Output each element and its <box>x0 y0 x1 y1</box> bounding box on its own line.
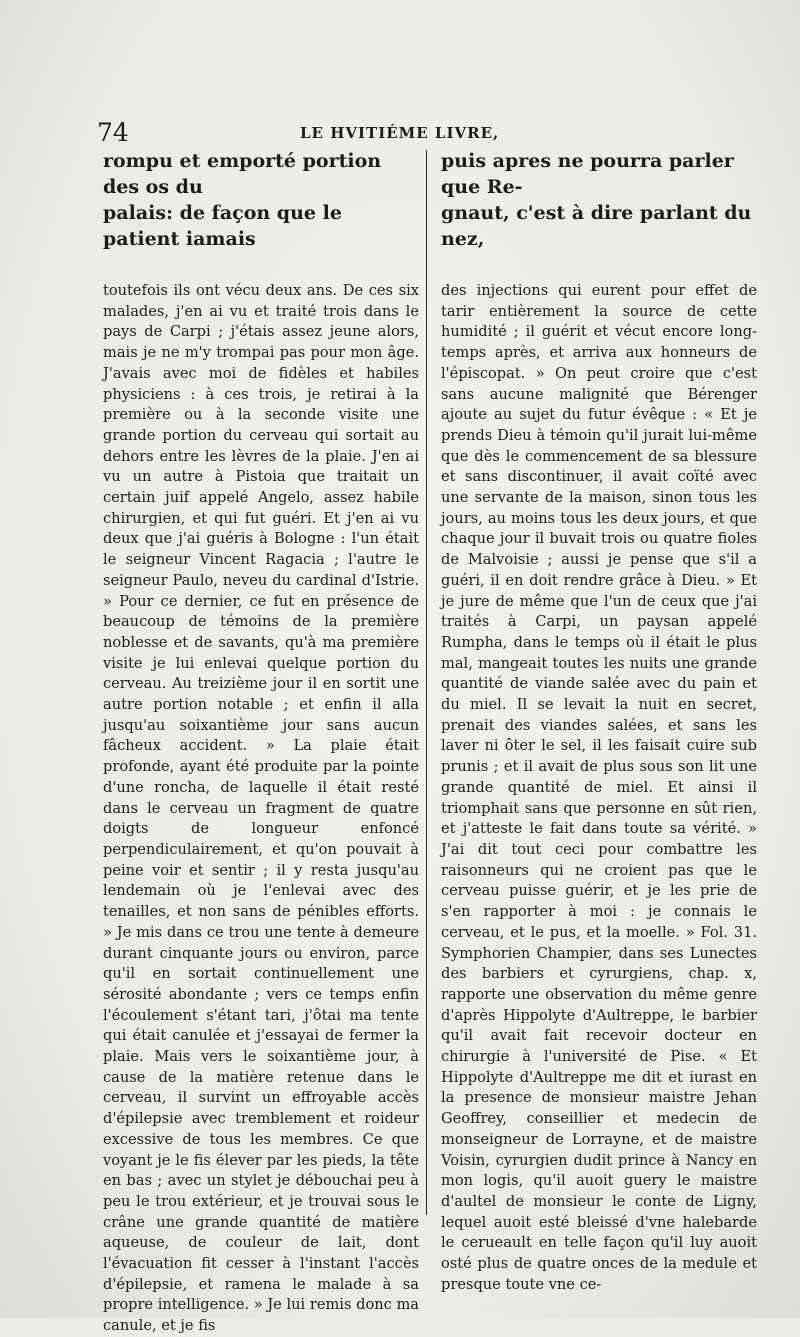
column-divider <box>426 150 427 1215</box>
left-column <box>103 148 419 1337</box>
page-header <box>0 118 800 148</box>
right-quoted-heading: puis apres ne pourra parler que Re- gnaut, c'est à dire parlant du nez, <box>441 150 752 250</box>
page-number: 74 <box>97 118 129 147</box>
right-column <box>441 148 757 1295</box>
left-quoted-heading: rompu et emporté portion des os du palais: de façon que le patient iamais <box>103 150 382 250</box>
running-head: LE HVITIÉME LIVRE, <box>300 124 500 142</box>
right-body-text: des injections qui eurent pour effet de tarir entièrement la source de cette humidité ; il guérit et vécut encore long-temps après, et arriva aux honneurs de l'épiscopat. » On peut croire que c'est sans aucune malignité que Bérenger ajoute au sujet du futur évêque : « Et je prends Dieu à témoin qu'il jurait lui-même que dès le commencement de sa blessure et sans discontinuer, il avait coïté avec une servante de la maison, sinon tous les jours, au moins tous les deux jours, et que chaque jour il buvait trois ou quatre fioles de Malvoisie ; aussi je pense que s'il a guéri, il en doit rendre grâce à Dieu. » Et je jure de même que l'un de ceux que j'ai traités à Carpi, un paysan appelé Rumpha, dans le temps où il était le plus mal, mangeait toutes les nuits une grande quantité de viande salée avec du pain et du miel. Il se levait la nuit en secret, prenait des viandes salées, et sans les laver ni ôter le sel, il les faisait cuire sub prunis ; et il avait de plus sous son lit une grande quantité de miel. Et ainsi il triomphait sans que personne en sût rien, et j'atteste le fait dans toute sa vérité. » J'ai dit tout ceci pour combattre les raisonneurs qui ne croient pas que le cerveau puisse guérir, et je les prie de s'en rapporter à moi : je connais le cerveau, et le pus, et la moelle. » Fol. 31. Symphorien Champier, dans ses Lunectes des barbiers et cyrurgiens, chap. x, rapporte une observation du même genre d'après Hippolyte d'Aultreppe, le barbier qu'il avait fait recevoir docteur en chirurgie à l'université de Pise. « Et Hippolyte d'Aultreppe me dit et iurast en la presence de monsieur maistre Jehan Geoffrey, conseillier et medecin de monseigneur de Lorrayne, et de maistre Voisin, cyrurgien dudit prince à Nancy en mon logis, qu'il auoit guery le maistre d'aultel de monsieur le conte de Ligny, lequel auoit esté bleissé d'vne halebarde le cerueault en telle façon qu'il luy auoit osté plus de quatre onces de la medule et presque toute vne ce- <box>441 282 757 1293</box>
left-body-text: toutefois ils ont vécu deux ans. De ces six malades, j'en ai vu et traité trois dans le pays de Carpi ; j'étais assez jeune alors, mais je ne m'y trompai pas pour mon âge. J'avais avec moi de fidèles et habiles physiciens : à ces trois, je retirai à la première ou à la seconde visite une grande portion du cerveau qui sortait au dehors entre les lèvres de la plaie. J'en ai vu un autre à Pistoia que traitait un certain juif appelé Angelo, assez habile chirurgien, et qui fut guéri. Et j'en ai vu deux que j'ai guéris à Bologne : l'un était le seigneur Vincent Ragacia ; l'autre le seigneur Paulo, neveu du cardinal d'Istrie. » Pour ce dernier, ce fut en présence de beaucoup de témoins de la première noblesse et de savants, qu'à ma première visite je lui enlevai quelque portion du cerveau. Au treizième jour il en sortit une autre portion notable ; et enfin il alla jusqu'au soixantième jour sans aucun fâcheux accident. » La plaie était profonde, ayant été produite par la pointe d'une roncha, de laquelle il était resté dans le cerveau un fragment de quatre doigts de longueur enfoncé perpendiculairement, et qu'on pouvait à peine voir et sentir ; il y resta jusqu'au lendemain où je l'enlevai avec des tenailles, et non sans de pénibles efforts. » Je mis dans ce trou une tente à demeure durant cinquante jours ou environ, parce qu'il en sortait continuellement une sérosité abondante ; vers ce temps enfin l'écoulement s'étant tari, j'ôtai ma tente qui était canulée et j'essayai de fermer la plaie. Mais vers le soixantième jour, à cause de la matière retenue dans le cerveau, il survint un effroyable accès d'épilepsie avec tremblement et roideur excessive de tous les membres. Ce que voyant je le fis élever par les pieds, la tête en bas ; avec un stylet je débouchai peu à peu le trou extérieur, et je trouvai sous le crâne une grande quantité de matière aqueuse, de couleur de lait, dont l'évacuation fit cesser à l'instant l'accès d'épilepsie, et ramena le malade à sa propre intelligence. » Je lui remis donc ma canule, et je fis <box>103 282 419 1335</box>
